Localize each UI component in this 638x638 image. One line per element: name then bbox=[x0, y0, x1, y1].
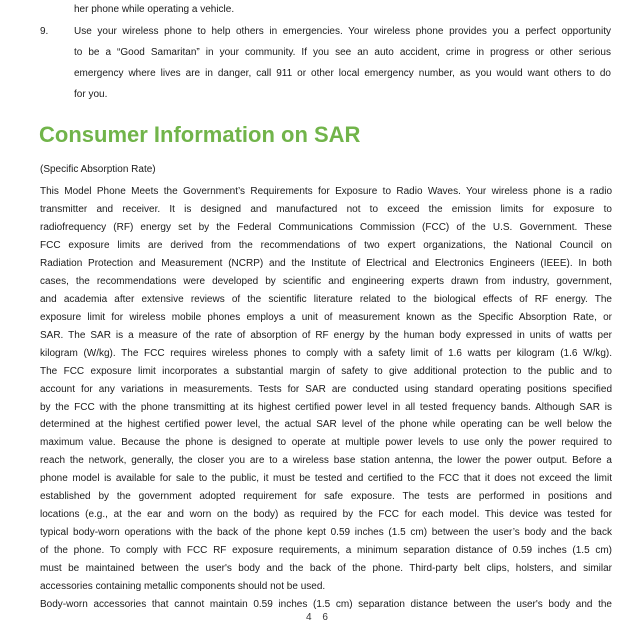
body-line: typical body-worn operations with the back of the phone kept 0.59 inches (1.5 cm) between the user’s body and the back bbox=[40, 527, 612, 539]
body-line: of the phone. To comply with FCC RF exposure requirements, a minimum separation distance of 0.59 inches (1.5 cm) bbox=[40, 545, 612, 557]
list-item-number: 9. bbox=[40, 26, 49, 37]
section-subtitle: (Specific Absorption Rate) bbox=[40, 164, 156, 175]
body-line: The FCC exposure limit incorporates a substantial margin of safety to give additional protection to the public and to bbox=[40, 365, 612, 377]
body-line: Body-worn accessories that cannot maintain 0.59 inches (1.5 cm) separation distance between the user's body and the bbox=[40, 599, 612, 610]
body-line: transmitter and receiver. It is designed and manufactured not to exceed the emission limits for exposure to bbox=[40, 204, 612, 215]
list-item-line: to be a “Good Samaritan” in your community. If you see an auto accident, crime in progress or other serious bbox=[74, 47, 611, 58]
body-line: reach the network, generally, the closer you are to a wireless base station antenna, the lower the power output. Before a bbox=[40, 455, 612, 467]
body-line: and academia after extensive reviews of the scientific literature related to the biological effects of RF energy. The bbox=[40, 293, 612, 305]
body-line: account for any variations in measurements. Tests for SAR are conducted using standard operating positions specified bbox=[40, 383, 612, 395]
body-line: phone model is available for sale to the public, it must be tested and certified to the FCC that it does not exceed the limit bbox=[40, 473, 612, 485]
body-line: maximum value. Because the phone is designed to operate at multiple power levels to use only the power required to bbox=[40, 437, 612, 449]
body-line: Radiation Protection and Measurement (NCRP) and the Institute of Electrical and Electronics Engineers (IEEE). In both bbox=[40, 257, 612, 269]
body-line: This Model Phone Meets the Government’s Requirements for Exposure to Radio Waves. Your wireless phone is a radio bbox=[40, 186, 612, 197]
page-number: 4 6 bbox=[306, 612, 332, 623]
body-line: determined at the highest certified power level, the actual SAR level of the phone while operating can be well below the bbox=[40, 419, 612, 431]
body-line: radiofrequency (RF) energy set by the Federal Communications Commission (FCC) of the U.S. Government. These bbox=[40, 221, 612, 233]
list-item-line: Use your wireless phone to help others in emergencies. Your wireless phone provides you a perfect opportunity bbox=[74, 26, 611, 37]
section-heading: Consumer Information on SAR bbox=[39, 122, 361, 147]
body-line: must be maintained between the user's body and the back of the phone. Third-party belt clips, holsters, and similar bbox=[40, 563, 612, 575]
list-item-line: emergency where lives are in danger, call 911 or other local emergency number, as you would want others to do bbox=[74, 68, 611, 79]
body-line: exposure limit for wireless mobile phones employs a unit of measurement known as the Specific Absorption Rate, or bbox=[40, 311, 612, 323]
body-line: SAR. The SAR is a measure of the rate of absorption of RF energy by the human body expressed in units of watts per bbox=[40, 329, 612, 341]
list-item-line: for you. bbox=[74, 89, 108, 100]
body-line: locations (e.g., at the ear and worn on the body) as required by the FCC for each model. This device was tested for bbox=[40, 509, 612, 521]
body-line: FCC exposure limits are derived from the recommendations of two expert organizations, the National Council on bbox=[40, 239, 612, 251]
list-item-continuation: her phone while operating a vehicle. bbox=[74, 4, 235, 15]
body-line: by the FCC with the phone transmitting at its highest certified power level in all tested frequency bands. Although SAR is bbox=[40, 401, 612, 413]
body-line: accessories containing metallic components should not be used. bbox=[40, 581, 326, 592]
body-line: kilogram (W/kg). The FCC requires wireless phones to comply with a safety limit of 1.6 watts per kilogram (1.6 W/kg). bbox=[40, 347, 612, 359]
body-line: cases, the recommendations were developed by scientific and engineering experts drawn from industry, government, bbox=[40, 275, 612, 287]
body-line: established by the government adopted requirement for safe exposure. The tests are performed in positions and bbox=[40, 491, 612, 503]
